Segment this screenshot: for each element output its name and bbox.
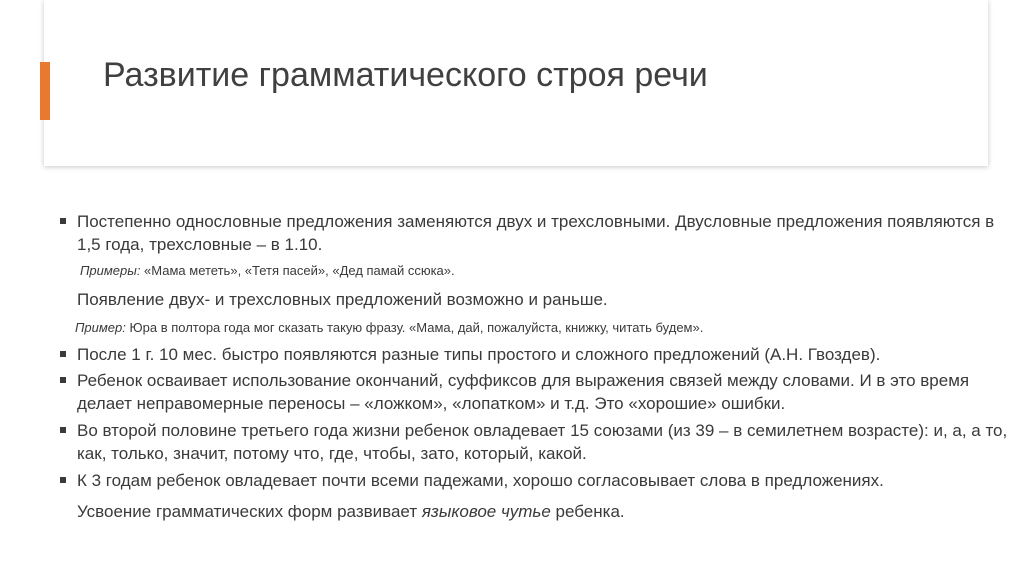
example-1-text: «Мама мететь», «Тетя пасей», «Дед памай ссюка». [140, 263, 455, 278]
bullet-text-3: Ребенок осваивает использование окончаний, суффиксов для выражения связей между словами. И в это время делает неправомерные переносы – «ложком», «лопатком» и т.д. Это «хорошие» ошибки. [77, 371, 970, 413]
conclusion-text-a: Усвоение грамматических форм развивает [77, 502, 422, 521]
bullet-square-icon [60, 427, 66, 433]
slide-title: Развитие грамматического строя речи [103, 56, 708, 94]
bullet-square-icon [60, 351, 66, 357]
bullet-item-5 [60, 469, 1010, 492]
example-2-label: Пример: [75, 320, 126, 335]
example-1 [60, 262, 1010, 280]
bullet-square-icon [60, 477, 66, 483]
conclusion-text-em: языковое чутье [421, 502, 551, 521]
bullet-text-4: Во второй половине третьего года жизни ребенок овладевает 15 союзами (из 39 – в семилетнем возрасте): и, а, а то, как, только, значит, потому что, где, чтобы, зато, который, какой. [77, 421, 1008, 463]
bullet-item-4 [60, 419, 1010, 465]
accent-bar [40, 62, 50, 120]
conclusion-text-b: ребенка. [550, 502, 625, 521]
bullet-text-2: После 1 г. 10 мес. быстро появляются разные типы простого и сложного предложений (А.Н. Гвоздев). [77, 345, 881, 364]
slide-content [60, 210, 1010, 523]
example-2-text: Юра в полтора года мог сказать такую фразу. «Мама, дай, пожалуйста, книжку, читать будем». [125, 320, 704, 335]
example-2 [60, 319, 1010, 337]
example-1-label: Примеры: [80, 263, 141, 278]
bullet-item-1 [60, 210, 1010, 256]
bullet-text-1: Постепенно однословные предложения заменяются двух и трехсловными. Двусловные предложения появляются в 1,5 года, трехсловные – в 1.10. [77, 212, 995, 254]
paragraph-earlier: Появление двух- и трехсловных предложений возможно и раньше. [77, 290, 608, 309]
bullet-square-icon [60, 377, 66, 383]
bullet-text-5: К 3 годам ребенок овладевает почти всеми падежами, хорошо согласовывает слова в предложениях. [77, 471, 884, 490]
bullet-item-2 [60, 343, 1010, 366]
bullet-item-3 [60, 369, 1010, 415]
paragraph-conclusion [60, 500, 1010, 523]
bullet-square-icon [60, 218, 66, 224]
